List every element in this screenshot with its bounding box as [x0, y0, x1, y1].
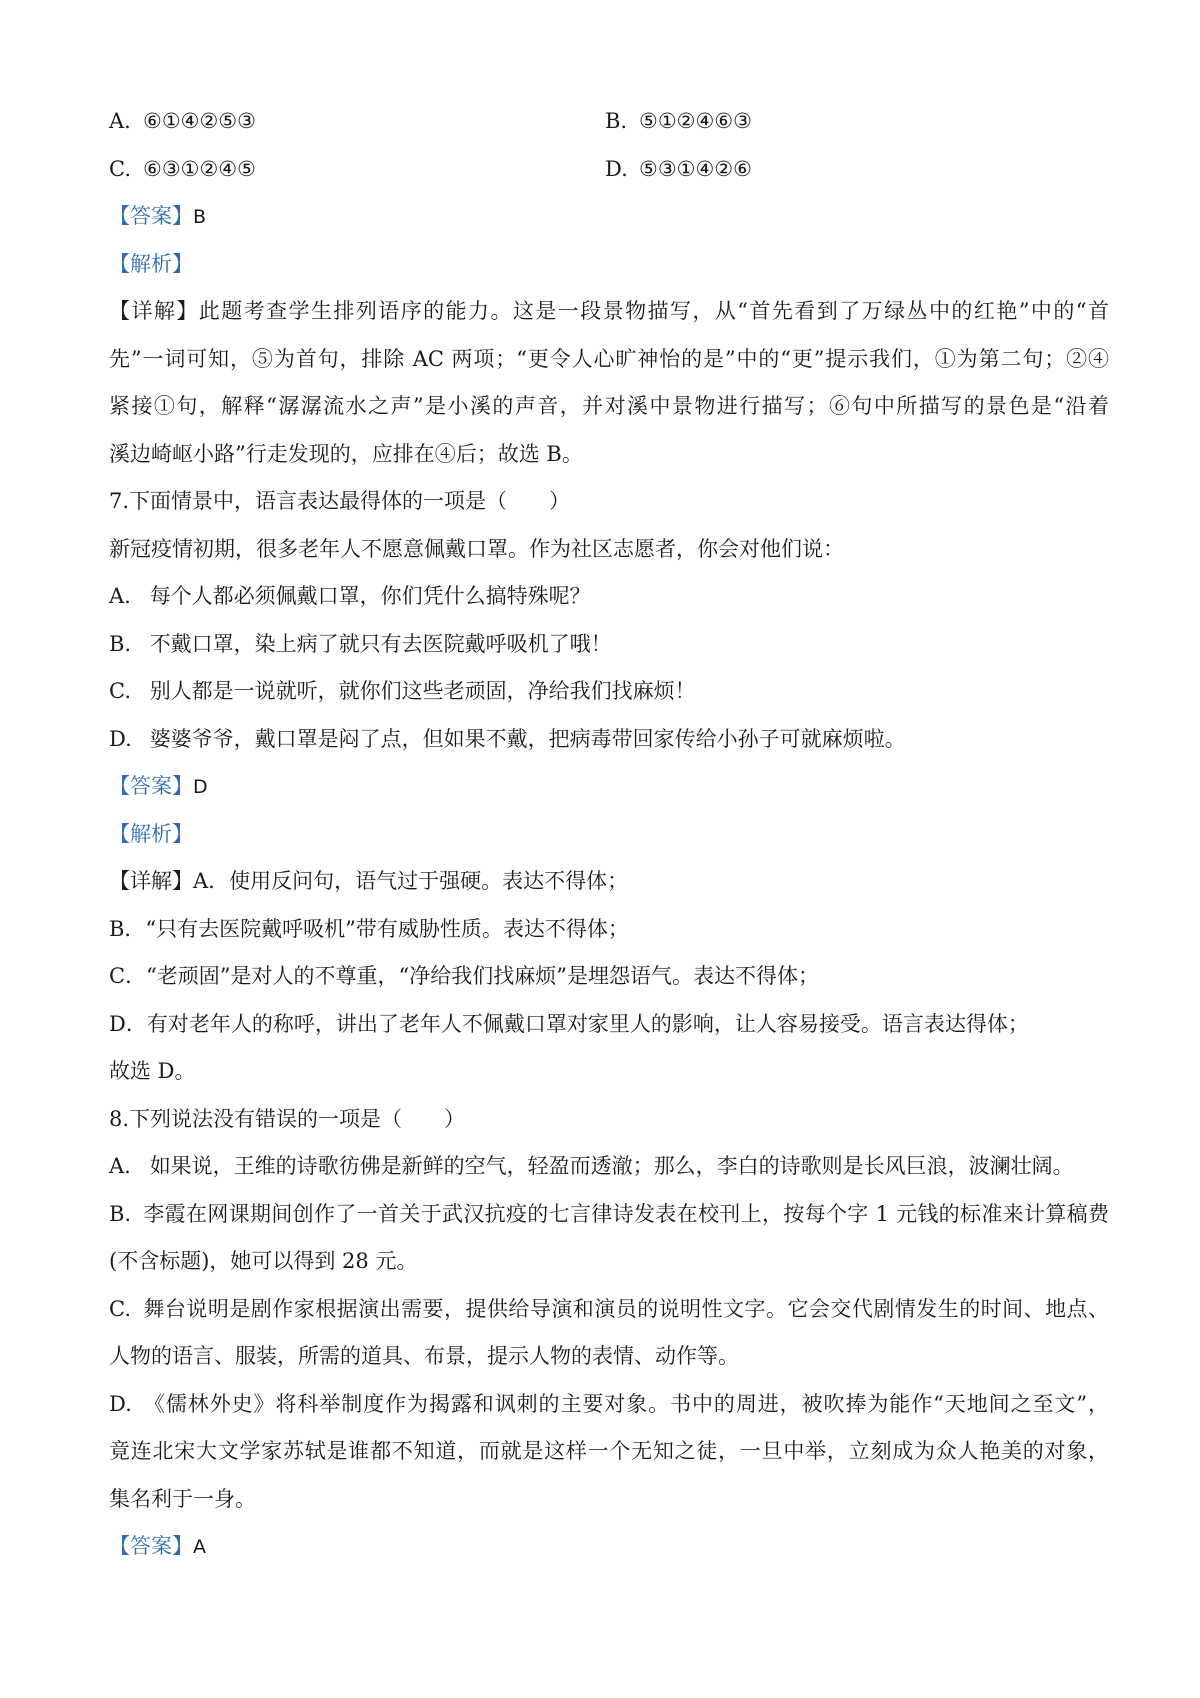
q7-answer	[109, 763, 1109, 811]
option-text: 别人都是一说就听，就你们这些老顽固，净给我们找麻烦！	[149, 679, 696, 703]
q8-option-c-cont	[109, 1333, 1109, 1381]
option-letter: D.	[109, 1391, 132, 1416]
q6-detail-line: 溪边崎岖小路”行走发现的，应排在④后；故选 B。	[109, 441, 583, 466]
option-letter: D.	[109, 726, 132, 751]
q7-option-d	[109, 716, 1109, 764]
option-text: 如果说，王维的诗歌彷佛是新鲜的空气，轻盈而透澈；那么，李白的诗歌则是长风巨浪，波澜壮阔。	[149, 1154, 1074, 1178]
option-text: 竟连北宋大文学家苏轼是谁都不知道，而就是这样一个无知之徒，一旦中举，立刻成为众人艳美的对象，	[109, 1439, 1109, 1463]
q7-detail-line: 故选 D。	[109, 1059, 196, 1083]
option-letter: D.	[605, 156, 628, 181]
answer-value: A	[193, 1536, 206, 1558]
option-text: 舞台说明是剧作家根据演出需要，提供给导演和演员的说明性文字。它会交代剧情发生的时间、地点、	[143, 1296, 1109, 1321]
answer-value: B	[193, 206, 207, 228]
q7-option-b	[109, 621, 1109, 669]
q6-analysis	[109, 241, 1109, 289]
option-text: 每个人都必须佩戴口罩，你们凭什么搞特殊呢？	[149, 584, 591, 608]
option-letter: A.	[109, 1154, 131, 1178]
option-text: (不含标题)，她可以得到 28 元。	[109, 1249, 418, 1273]
q8-option-d-cont	[109, 1476, 1109, 1524]
q6-option-b	[605, 98, 1101, 146]
q6-options-row-1	[109, 98, 1109, 146]
option-letter: C.	[109, 1296, 131, 1321]
q8-option-b	[109, 1191, 1109, 1239]
option-letter: B.	[109, 1201, 132, 1226]
q8-answer	[109, 1523, 1109, 1571]
q6-detail-line: 紧接①句，解释“潺潺流水之声”是小溪的声音，并对溪中景物进行描写；⑥句中所描写的景色是“沿着	[109, 394, 1109, 418]
option-letter: A.	[109, 584, 131, 608]
option-text: ⑥③①②④⑤	[143, 156, 256, 181]
q8-title: 8.下列说法没有错误的一项是（ ）	[109, 1106, 466, 1131]
q8-option-d	[109, 1381, 1109, 1429]
option-text: 婆婆爷爷，戴口罩是闷了点，但如果不戴，把病毒带回家传给小孙子可就麻烦啦。	[149, 726, 906, 751]
answer-tag: 【答案】	[109, 204, 193, 228]
option-text: 集名利于一身。	[109, 1486, 256, 1511]
document-page	[109, 98, 1109, 1571]
q6-option-c	[109, 146, 605, 194]
option-letter: C.	[109, 679, 131, 703]
q7-detail-line: D．有对老年人的称呼，讲出了老年人不佩戴口罩对家里人的影响，让人容易接受。语言表达得体；	[109, 1011, 1029, 1036]
q6-option-d	[605, 146, 1101, 194]
option-text: 李霞在网课期间创作了一首关于武汉抗疫的七言律诗发表在校刊上，按每个字 1 元钱的标准来计算稿费	[143, 1201, 1109, 1226]
option-text: ⑤①②④⑥③	[639, 109, 752, 133]
q8-option-a	[109, 1143, 1109, 1191]
q8-option-c	[109, 1286, 1109, 1334]
q7-option-a	[109, 573, 1109, 621]
q7-analysis	[109, 811, 1109, 859]
answer-tag: 【答案】	[109, 1534, 193, 1558]
answer-value: D	[193, 776, 208, 798]
q6-options-row-2	[109, 146, 1109, 194]
option-text: 《儒林外史》将科举制度作为揭露和讽刺的主要对象。书中的周进，被吹捧为能作“天地间之至文”，	[143, 1391, 1109, 1416]
q7-scenario: 新冠疫情初期，很多老年人不愿意佩戴口罩。作为社区志愿者，你会对他们说：	[109, 536, 844, 561]
q6-answer	[109, 193, 1109, 241]
option-letter: A.	[109, 109, 131, 133]
q7-option-c	[109, 668, 1109, 716]
option-letter: C.	[109, 156, 131, 181]
option-text: 人物的语言、服装，所需的道具、布景，提示人物的表情、动作等。	[109, 1344, 739, 1368]
q6-option-a	[109, 98, 605, 146]
q6-detail-line: 先”一词可知，⑤为首句，排除 AC 两项；“更令人心旷神怡的是”中的“更”提示我们，①为第二句；②④	[109, 346, 1109, 371]
q7-detail-line: C．“老顽固”是对人的不尊重，“净给我们找麻烦”是埋怨语气。表达不得体；	[109, 964, 820, 988]
q8-option-d-cont	[109, 1428, 1109, 1476]
analysis-tag: 【解析】	[109, 251, 193, 276]
option-text: ⑥①④②⑤③	[143, 109, 256, 133]
q7-detail-line: B．“只有去医院戴呼吸机”带有威胁性质。表达不得体；	[109, 916, 629, 941]
q7-detail-line: 【详解】A．使用反问句，语气过于强硬。表达不得体；	[109, 869, 629, 893]
answer-tag: 【答案】	[109, 774, 193, 798]
option-letter: B.	[605, 109, 628, 133]
option-text: ⑤③①④②⑥	[639, 156, 752, 181]
q7-title: 7.下面情景中，语言表达最得体的一项是（ ）	[109, 489, 571, 513]
option-text: 不戴口罩，染上病了就只有去医院戴呼吸机了哦！	[149, 631, 612, 656]
q6-detail-line: 【详解】此题考查学生排列语序的能力。这是一段景物描写，从“首先看到了万绿丛中的红艳”中的“首	[109, 299, 1109, 323]
q8-option-b-cont	[109, 1238, 1109, 1286]
analysis-tag: 【解析】	[109, 821, 193, 846]
option-letter: B.	[109, 631, 132, 656]
